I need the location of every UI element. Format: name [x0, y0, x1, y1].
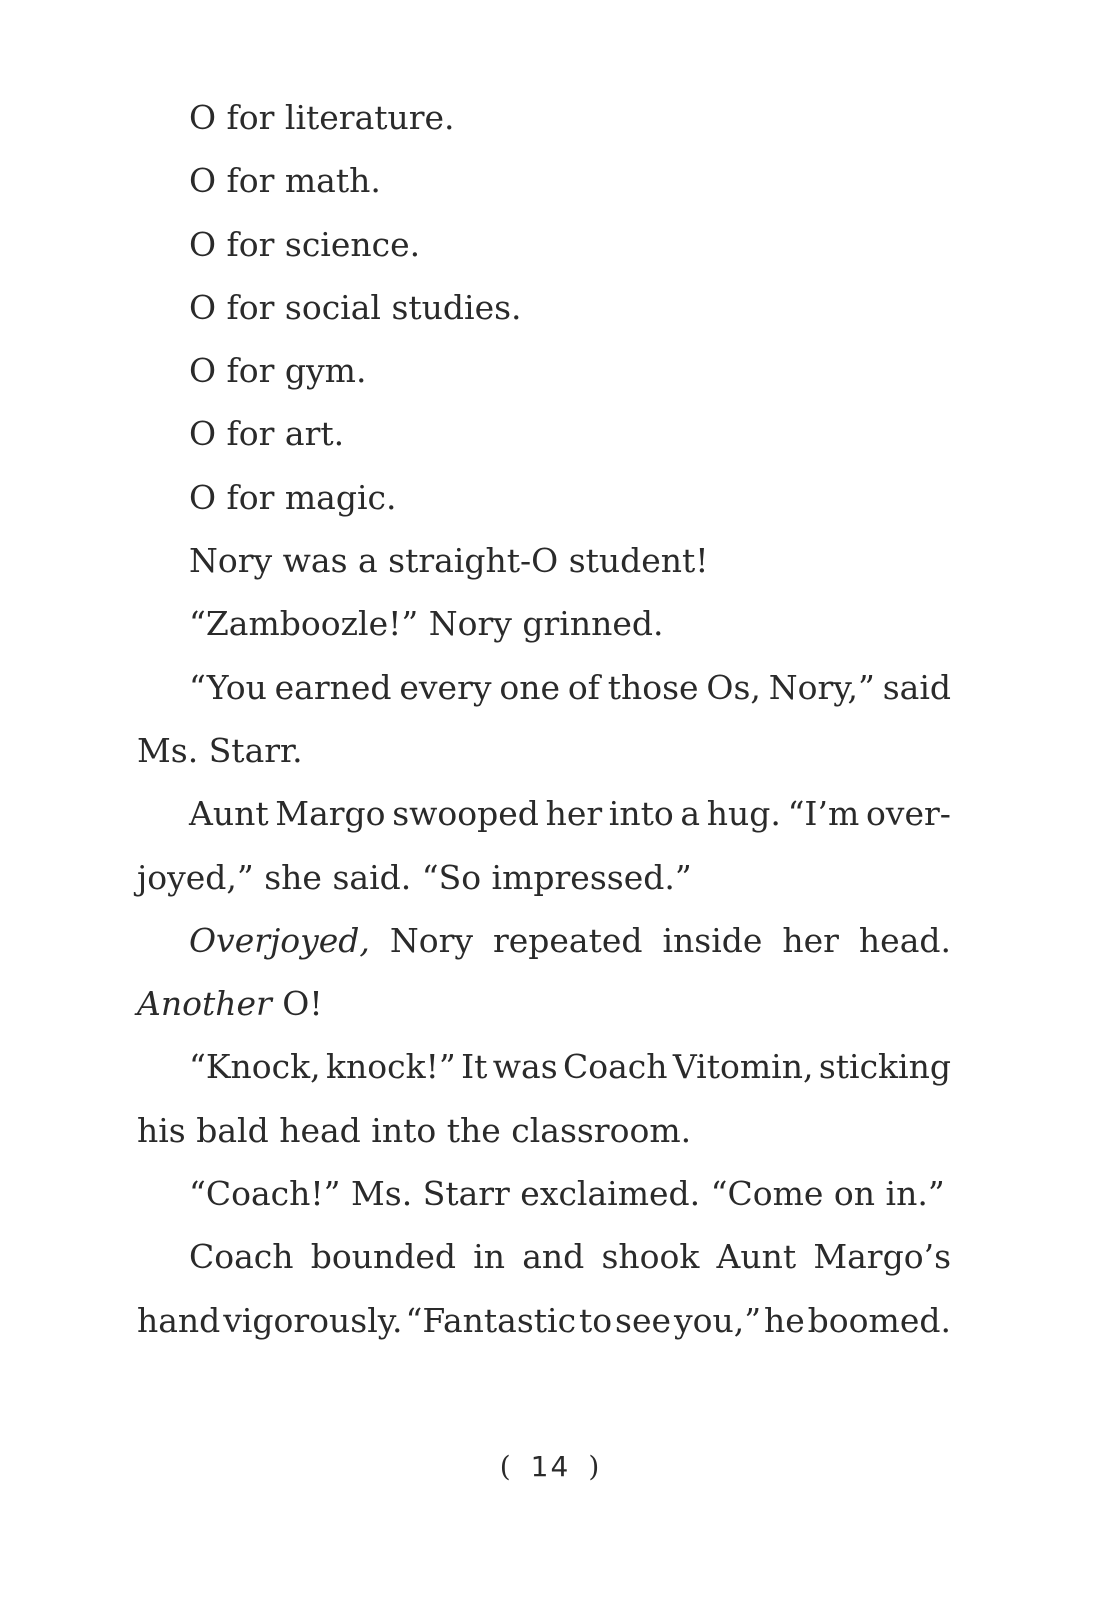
- text-line: [137, 656, 951, 719]
- text-word: vigorously.: [223, 1300, 403, 1340]
- text-word: shook: [601, 1237, 700, 1277]
- body-text: [137, 86, 951, 1352]
- text-word: of: [567, 667, 600, 707]
- text-word: Nory: [389, 920, 474, 960]
- text-word: a: [680, 794, 701, 834]
- text-word: to: [578, 1300, 613, 1340]
- text-word: said: [882, 667, 951, 707]
- text-line: [137, 782, 951, 845]
- page-number: [0, 1450, 1101, 1483]
- text-line: “Zamboozle!” Nory grinned.: [189, 604, 664, 644]
- text-line: O for magic.: [189, 477, 397, 517]
- text-word: Aunt: [716, 1237, 797, 1277]
- text-word: Os,: [706, 667, 761, 707]
- text-word: earned: [274, 667, 392, 707]
- text-word: Another: [137, 984, 272, 1024]
- text-word: Coach: [563, 1047, 668, 1087]
- text-line: O for art.: [189, 414, 345, 454]
- text-word: Overjoyed,: [189, 920, 370, 960]
- text-word: see: [615, 1300, 672, 1340]
- text-word: was: [492, 1047, 558, 1087]
- text-word: one: [499, 667, 560, 707]
- text-word: and: [522, 1237, 585, 1277]
- text-line: joyed,” she said. “So impressed.”: [137, 857, 692, 897]
- text-word: inside: [662, 920, 763, 960]
- text-word: It: [461, 1047, 488, 1087]
- text-line: his bald head into the classroom.: [137, 1110, 692, 1150]
- text-line: O for math.: [189, 161, 381, 201]
- text-word: he: [763, 1300, 805, 1340]
- text-word: boomed.: [807, 1300, 951, 1340]
- text-word: bounded: [310, 1237, 456, 1277]
- text-line: O for science.: [189, 224, 421, 264]
- text-word: knock!”: [326, 1047, 456, 1087]
- text-word: in: [473, 1237, 505, 1277]
- text-line: “Coach!” Ms. Starr exclaimed. “Come on in.”: [189, 1174, 945, 1214]
- text-word: Coach: [189, 1237, 294, 1277]
- text-word: those: [607, 667, 699, 707]
- text-word: “Knock,: [189, 1047, 321, 1087]
- text-line: [137, 1225, 951, 1288]
- text-word: head.: [858, 920, 951, 960]
- text-word: her: [545, 794, 603, 834]
- page-number-value: 14: [530, 1450, 571, 1483]
- text-word: her: [782, 920, 839, 960]
- text-word: “You: [189, 667, 267, 707]
- text-word: every: [399, 667, 492, 707]
- text-line: O for gym.: [189, 351, 367, 391]
- text-word: Vitomin,: [672, 1047, 814, 1087]
- text-word: Margo’s: [813, 1237, 951, 1277]
- text-word: Margo: [275, 794, 386, 834]
- text-word: into: [608, 794, 674, 834]
- text-word: sticking: [818, 1047, 951, 1087]
- text-line: [137, 1035, 951, 1098]
- text-line: Nory was a straight-O student!: [189, 541, 709, 581]
- text-line: [137, 972, 951, 1035]
- folio-close-paren: ): [588, 1450, 602, 1483]
- folio-open-paren: (: [499, 1450, 513, 1483]
- text-word: you,”: [673, 1300, 762, 1340]
- text-line: [137, 1289, 951, 1352]
- text-word: “Fantastic: [405, 1300, 577, 1340]
- text-word: repeated: [492, 920, 643, 960]
- text-line: O for literature.: [189, 98, 455, 137]
- text-word: Aunt: [189, 794, 269, 834]
- text-word: hug.: [706, 794, 781, 834]
- text-line: Ms. Starr.: [137, 730, 303, 770]
- text-word: “I’m: [787, 794, 860, 834]
- text-line: [137, 909, 951, 972]
- text-word: Nory,”: [768, 667, 875, 707]
- text-line: O for social studies.: [189, 287, 522, 327]
- text-word: swooped: [392, 794, 539, 834]
- text-word: O!: [282, 984, 323, 1024]
- text-word: hand: [137, 1300, 221, 1340]
- text-word: over-: [865, 794, 951, 834]
